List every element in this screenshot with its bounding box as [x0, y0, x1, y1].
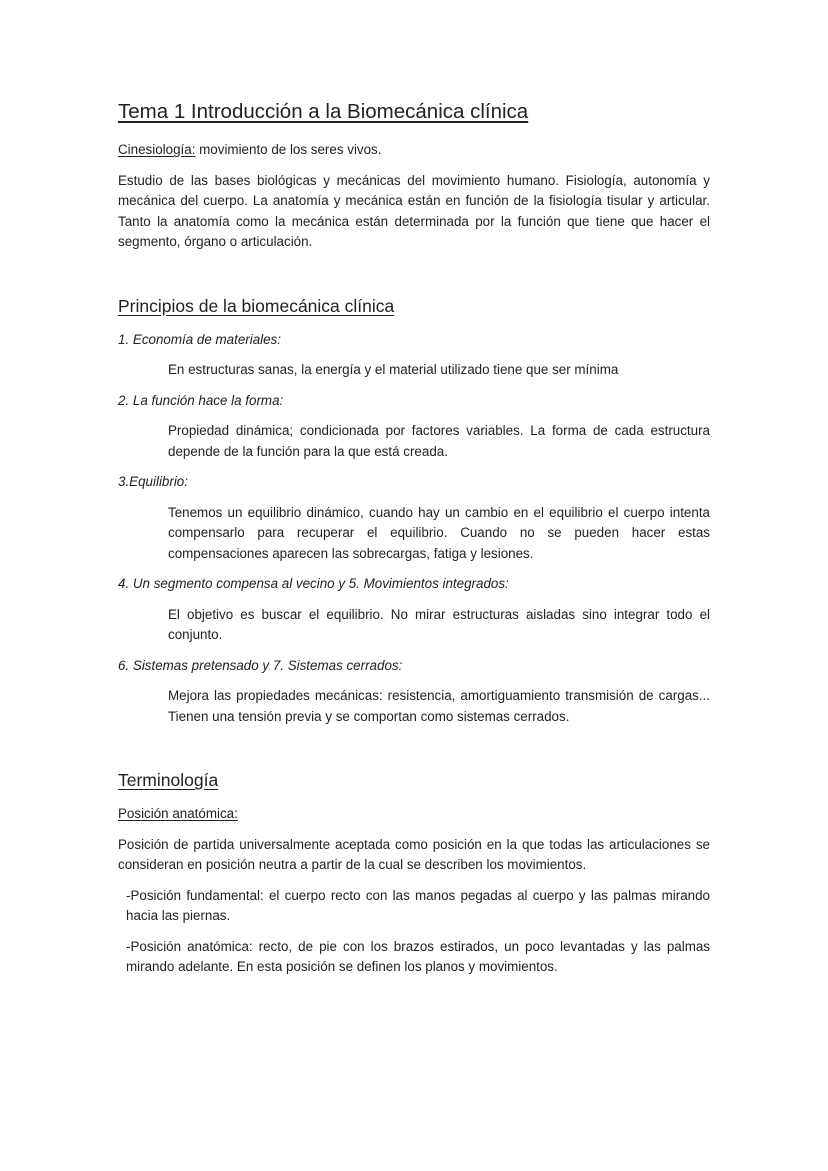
principle-text: Mejora las propiedades mecánicas: resistencia, amortiguamiento transmisión de cargas... Tienen una tensión previa y se comportan como sistemas cerrados. [168, 688, 710, 724]
principle-text: En estructuras sanas, la energía y el material utilizado tiene que ser mínima [168, 362, 619, 377]
principle-title: 6. Sistemas pretensado y 7. Sistemas cerrados: [118, 657, 403, 673]
principle-title: 2. La función hace la forma: [118, 392, 284, 408]
section-heading-terminology: Terminología [118, 770, 219, 790]
principle-text: Propiedad dinámica; condicionada por factores variables. La forma de cada estructura depende de la función para la que está creada. [168, 423, 710, 459]
term-definition: movimiento de los seres vivos. [195, 142, 382, 157]
intro-paragraph: Estudio de las bases biológicas y mecánicas del movimiento humano. Fisiología, autonomía y mecánica del cuerpo. La anatomía y mecánica están en función de la fisiología tisular y articular. Tanto la anatomía como la mecánica están determinada por la función que tiene que hacer el segmento, órgano o articulación. [118, 172, 710, 249]
principle-title: 1. Economía de materiales: [118, 331, 282, 347]
section-heading-principles: Principios de la biomecánica clínica [118, 295, 395, 316]
principle-title: 4. Un segmento compensa al vecino y 5. Movimientos integrados: [118, 576, 509, 591]
definition-line [118, 140, 710, 161]
document-page [118, 98, 710, 988]
terminology-paragraph: Posición de partida universalmente aceptada como posición en la que todas las articulaciones se consideran en posición neutra a partir de la cual se describen los movimientos. [118, 836, 710, 872]
principle-title: 3.Equilibrio: [118, 474, 188, 489]
page-title: Tema 1 Introducción a la Biomecánica clínica [118, 100, 529, 123]
subheading-posicion-anatomica: Posición anatómica: [118, 806, 238, 821]
principle-text: Tenemos un equilibrio dinámico, cuando hay un cambio en el equilibrio el cuerpo intenta compensarlo para recuperar el equilibrio. Cuando no se pueden hacer estas compensaciones aparecen las sobrecargas, fatiga y lesiones. [168, 504, 710, 561]
term-cinesiologia: Cinesiología: [118, 142, 196, 157]
terminology-paragraph: -Posición anatómica: recto, de pie con los brazos estirados, un poco levantadas y las palmas mirando adelante. En esta posición se definen los planos y movimientos. [126, 938, 710, 974]
principle-text: El objetivo es buscar el equilibrio. No mirar estructuras aisladas sino integrar todo el conjunto. [168, 606, 710, 642]
terminology-paragraph: -Posición fundamental: el cuerpo recto con las manos pegadas al cuerpo y las palmas mirando hacia las piernas. [126, 887, 710, 923]
